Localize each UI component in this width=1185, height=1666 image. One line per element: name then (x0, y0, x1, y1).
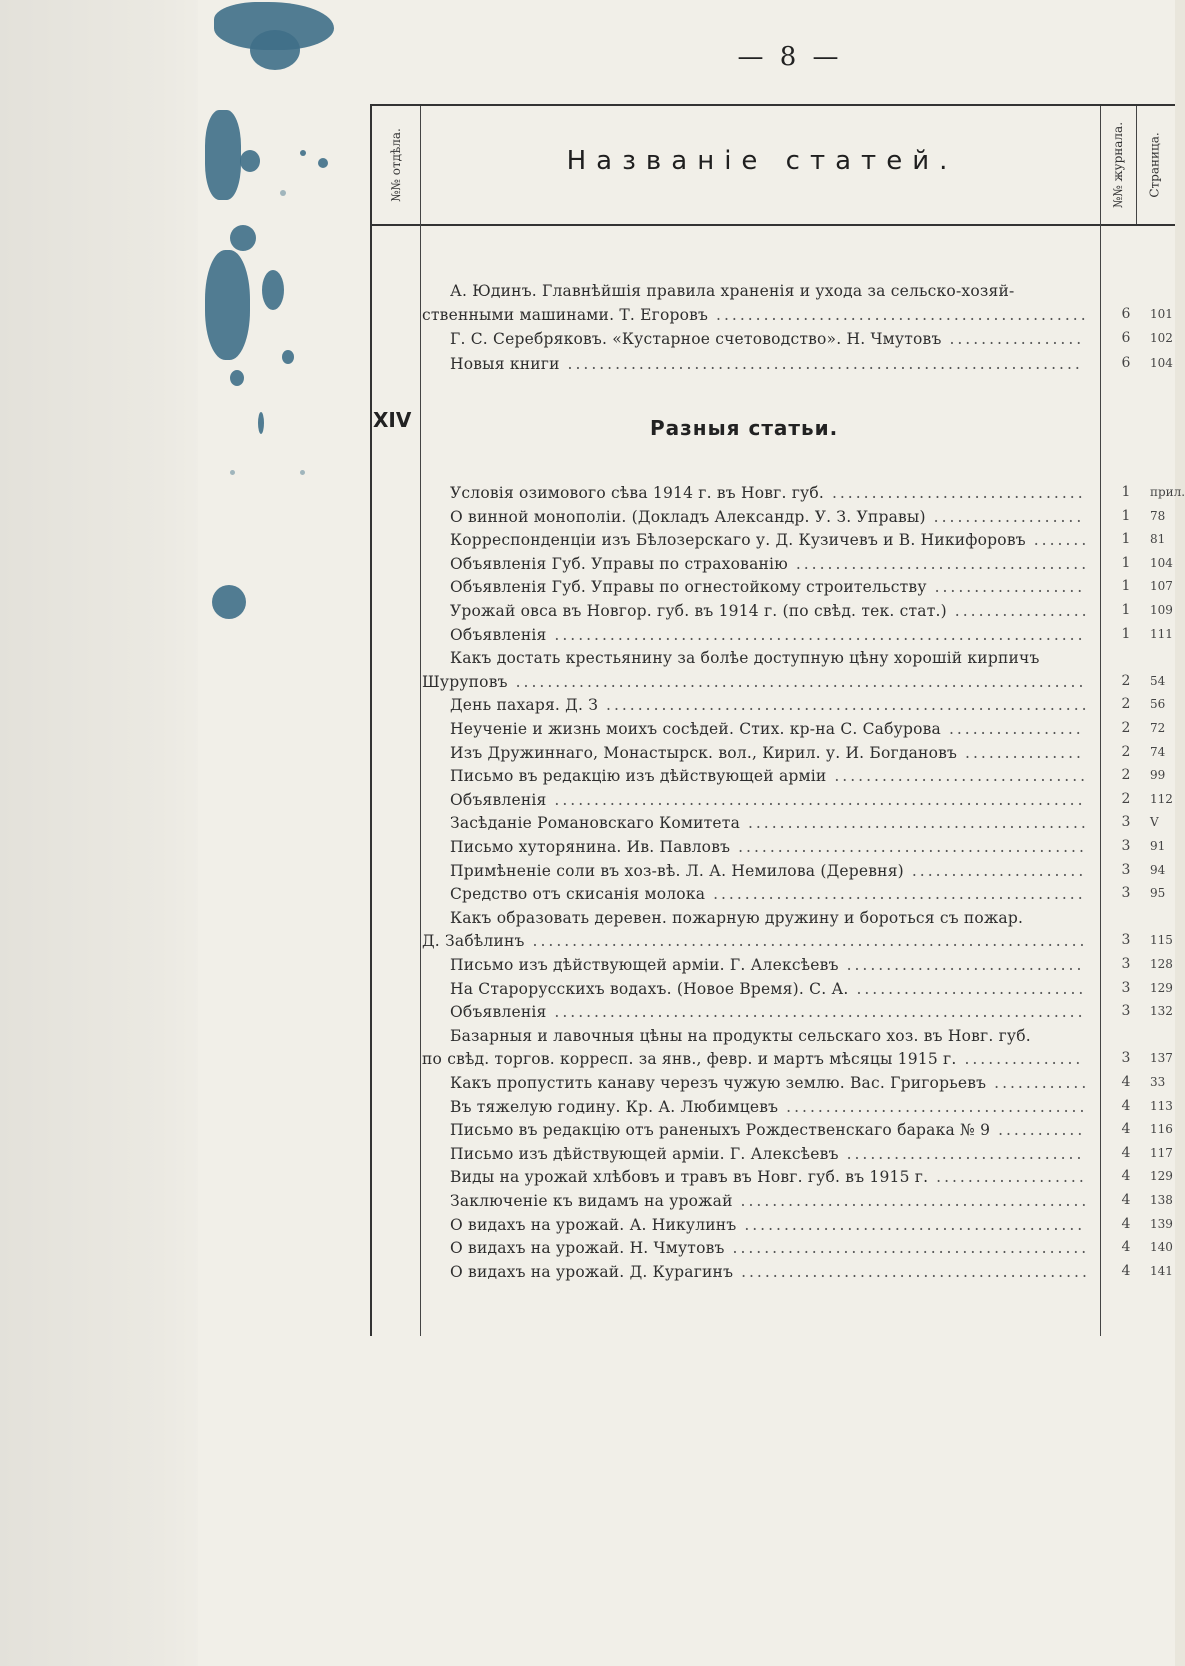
entry-page: 81 (1150, 532, 1166, 546)
section-number: XIV (373, 408, 412, 432)
section-title: Разныя статьи. (650, 416, 839, 440)
entry-title: Письмо въ редакцію отъ раненыхъ Рождественскаго барака № 9 (450, 1121, 991, 1139)
entry-title: Письмо изъ дѣйствующей арміи. Г. Алексѣевъ (450, 956, 839, 974)
toc-entry (450, 282, 1014, 300)
toc-entry (450, 1027, 1031, 1045)
entry-title: Объявленія Губ. Управы по страхованію (450, 555, 788, 573)
entry-title: Письмо изъ дѣйствующей арміи. Г. Алексѣевъ (450, 1145, 839, 1163)
entry-page: прил. (1150, 485, 1185, 499)
toc-entry (450, 355, 1083, 373)
dot-leader: ....... (1025, 531, 1090, 549)
entry-issue: 6 (1121, 330, 1131, 346)
toc-entry (450, 744, 1084, 762)
dot-leader: ........... (990, 1121, 1086, 1139)
entry-page: 140 (1150, 1240, 1173, 1254)
dot-leader: ...................................... (778, 1098, 1088, 1116)
entry-issue: 1 (1121, 578, 1131, 594)
entry-issue: 3 (1121, 1050, 1131, 1066)
entry-issue: 3 (1121, 1003, 1131, 1019)
entry-title: Урожай овса въ Новгор. губ. въ 1914 г. (по свѣд. тек. стат.) (450, 602, 947, 620)
dot-leader: .............................. (838, 1145, 1085, 1163)
entry-issue: 1 (1121, 508, 1131, 524)
entry-issue: 2 (1121, 767, 1131, 783)
dot-leader: ................. (946, 602, 1090, 620)
entry-issue: 4 (1121, 1239, 1131, 1255)
entry-title: Условія озимового сѣва 1914 г. въ Новг. губ. (450, 484, 825, 502)
toc-entry (450, 330, 1084, 348)
dot-leader: ................................................................. (559, 355, 1083, 373)
section-column-header: №№ отдѣла. (389, 128, 404, 202)
entry-page: 129 (1150, 981, 1173, 995)
dot-leader: ............................................................. (598, 696, 1090, 714)
entry-title: по свѣд. торгов. корресп. за янв., февр. и мартъ мѣсяцы 1915 г. (422, 1050, 957, 1068)
toc-entry (450, 1263, 1090, 1281)
dot-leader: ........................................... (740, 814, 1089, 832)
toc-entry (450, 885, 1086, 903)
entry-title: Какъ пропустить канаву черезъ чужую землю. Вас. Григорьевъ (450, 1074, 987, 1092)
entry-title: А. Юдинъ. Главнѣйшія правила храненія и ухода за сельско-хозяй- (450, 282, 1015, 300)
toc-entry (450, 1168, 1087, 1186)
entry-title: О винной монополіи. (Докладъ Александр. У. З. Управы) (450, 508, 926, 526)
entry-issue: 6 (1121, 355, 1131, 371)
table-header (372, 106, 1175, 226)
entry-issue: 4 (1121, 1216, 1131, 1232)
dot-leader: ............................................ (730, 838, 1087, 856)
entry-issue: 4 (1121, 1263, 1131, 1279)
entry-issue: 3 (1121, 838, 1131, 854)
entry-title: Засѣданіе Романовскаго Комитета (450, 814, 741, 832)
dot-leader: ........................................................................ (507, 673, 1087, 691)
entry-issue: 4 (1121, 1098, 1131, 1114)
dot-leader: ............................................. (724, 1239, 1090, 1257)
entry-issue: 2 (1121, 791, 1131, 807)
toc-entry (422, 673, 1086, 691)
entry-page: 107 (1150, 579, 1173, 593)
entry-page: 102 (1150, 331, 1173, 345)
entry-issue: 3 (1121, 885, 1131, 901)
entry-title: Въ тяжелую годину. Кр. А. Любимцевъ (450, 1098, 779, 1116)
entry-title: Шуруповъ (422, 673, 508, 691)
entry-issue: 3 (1121, 956, 1131, 972)
dot-leader: ................... (928, 1168, 1087, 1186)
dot-leader: ............................................ (733, 1263, 1090, 1281)
toc-entry (450, 649, 1040, 667)
entry-page: 111 (1150, 627, 1173, 641)
column-divider (1136, 106, 1137, 224)
entry-page: 138 (1150, 1193, 1173, 1207)
toc-entry (422, 1050, 1083, 1068)
entry-title: Объявленія Губ. Управы по огнестойкому строительству (450, 578, 927, 596)
toc-entry (450, 1145, 1084, 1163)
entry-issue: 4 (1121, 1168, 1131, 1184)
dot-leader: ............... (956, 1050, 1084, 1068)
toc-entry (450, 838, 1087, 856)
entry-page: 113 (1150, 1099, 1173, 1113)
scan-margin (0, 0, 200, 1666)
entry-page: 139 (1150, 1217, 1173, 1231)
issue-column-header: №№ журнала. (1111, 121, 1125, 209)
dot-leader: ................................................................... (546, 626, 1086, 644)
dot-leader: ................. (941, 330, 1085, 348)
entry-page: 112 (1150, 792, 1173, 806)
entry-title: Новыя книги (450, 355, 560, 373)
entry-title: Примѣненіе соли въ хоз-вѣ. Л. А. Немилова (Деревня) (450, 862, 904, 880)
dot-leader: ............................................... (708, 306, 1089, 324)
entry-title: Письмо хуторянина. Ив. Павловъ (450, 838, 731, 856)
toc-entry (450, 602, 1090, 620)
entry-page: 104 (1150, 556, 1173, 570)
toc-entry (450, 1239, 1089, 1257)
toc-entry (450, 862, 1086, 880)
entry-page: 33 (1150, 1075, 1166, 1089)
entry-page: 94 (1150, 863, 1166, 877)
entry-title: О видахъ на урожай. Н. Чмутовъ (450, 1239, 725, 1257)
entry-title: На Старорусскихъ водахъ. (Новое Время). С. А. (450, 980, 849, 998)
dot-leader: ...................................................................... (524, 932, 1088, 950)
entry-page: 104 (1150, 356, 1173, 370)
entry-page: 101 (1150, 307, 1173, 321)
entry-issue: 2 (1121, 673, 1131, 689)
entry-page: 109 (1150, 603, 1173, 617)
toc-entry (422, 932, 1087, 950)
dot-leader: ..................................... (787, 555, 1090, 573)
entry-title: О видахъ на урожай. Д. Курагинъ (450, 1263, 734, 1281)
toc-entry (450, 909, 1023, 927)
dot-leader: .............................. (838, 956, 1085, 974)
entry-title: Базарныя и лавочныя цѣны на продукты сельскаго хоз. въ Новг. губ. (450, 1027, 1031, 1045)
entry-issue: 2 (1121, 696, 1131, 712)
entry-title: Заключеніе къ видамъ на урожай (450, 1192, 733, 1210)
entry-page: 91 (1150, 839, 1166, 853)
entry-title: Объявленія (450, 791, 547, 809)
toc-entry (450, 555, 1089, 573)
toc-entry (450, 696, 1090, 714)
entry-issue: 4 (1121, 1145, 1131, 1161)
dot-leader: ............................................... (705, 885, 1086, 903)
dot-leader: ............................. (848, 980, 1087, 998)
toc-entry (450, 484, 1086, 502)
column-divider (420, 106, 421, 1336)
toc-entry (450, 767, 1088, 785)
entry-title: Объявленія (450, 626, 547, 644)
toc-entry (450, 531, 1089, 549)
entry-page: 78 (1150, 509, 1166, 523)
toc-entry (450, 720, 1084, 738)
toc-entry (422, 306, 1089, 324)
entry-issue: 3 (1121, 862, 1131, 878)
dot-leader: ............ (986, 1074, 1090, 1092)
entry-title: Корреспонденціи изъ Бѣлозерскаго у. Д. Кузичевъ и В. Никифоровъ (450, 531, 1026, 549)
entry-issue: 6 (1121, 306, 1131, 322)
dot-leader: ................... (925, 508, 1085, 526)
entry-issue: 3 (1121, 932, 1131, 948)
entry-title: Объявленія (450, 1003, 547, 1021)
toc-entry (450, 956, 1084, 974)
column-divider (1100, 106, 1101, 1336)
entry-title: Д. Забѣлинъ (422, 932, 525, 950)
dot-leader: ........................................... (736, 1216, 1086, 1234)
entry-issue: 4 (1121, 1121, 1131, 1137)
entry-title: Письмо въ редакцію изъ дѣйствующей арміи (450, 767, 827, 785)
dot-leader: ................................................................... (546, 791, 1086, 809)
entry-title: Какъ образовать деревен. пожарную дружину и бороться съ пожар. (450, 909, 1024, 927)
dot-leader: ................................................................... (546, 1003, 1086, 1021)
entry-page: 99 (1150, 768, 1166, 782)
entry-issue: 1 (1121, 555, 1131, 571)
dot-leader: ................................ (824, 484, 1086, 502)
entry-title: ственными машинами. Т. Егоровъ (422, 306, 709, 324)
entry-title: День пахаря. Д. З (450, 696, 599, 714)
entry-page: 141 (1150, 1264, 1173, 1278)
toc-entry (450, 791, 1086, 809)
entry-page: 129 (1150, 1169, 1173, 1183)
entry-issue: 2 (1121, 744, 1131, 760)
entry-page: 128 (1150, 957, 1173, 971)
entry-page: 132 (1150, 1004, 1173, 1018)
toc-entry (450, 814, 1089, 832)
entry-title: О видахъ на урожай. А. Никулинъ (450, 1216, 737, 1234)
toc-entry (450, 626, 1086, 644)
entry-page: V (1150, 815, 1159, 829)
entry-issue: 1 (1121, 602, 1131, 618)
entry-title: Какъ достать крестьянину за болѣе доступную цѣну хорошій кирпичъ (450, 649, 1040, 667)
entry-page: 116 (1150, 1122, 1173, 1136)
toc-entry (450, 1098, 1087, 1116)
toc-entry (450, 578, 1085, 596)
entry-page: 54 (1150, 674, 1166, 688)
toc-entry (450, 1216, 1085, 1234)
dot-leader: ...................... (903, 862, 1087, 880)
page-column-header: Страница. (1148, 132, 1162, 198)
entry-title: Неученіе и жизнь моихъ сосѣдей. Стих. кр-на С. Сабурова (450, 720, 942, 738)
dot-leader: ................................ (826, 767, 1089, 785)
entry-page: 56 (1150, 697, 1166, 711)
entry-title: Виды на урожай хлѣбовъ и травъ въ Новг. губ. въ 1915 г. (450, 1168, 929, 1186)
entry-title: Г. С. Серебряковъ. «Кустарное счетоводство». Н. Чмутовъ (450, 330, 942, 348)
entry-title: Средство отъ скисанія молока (450, 885, 706, 903)
entry-title: Изъ Дружиннаго, Монастырск. вол., Кирил. у. И. Богдановъ (450, 744, 958, 762)
dot-leader: ............... (957, 744, 1084, 762)
entry-issue: 4 (1121, 1074, 1131, 1090)
entry-page: 137 (1150, 1051, 1173, 1065)
entry-page: 95 (1150, 886, 1166, 900)
entry-page: 117 (1150, 1146, 1173, 1160)
entry-issue: 1 (1121, 626, 1131, 642)
toc-entry (450, 980, 1086, 998)
entry-issue: 4 (1121, 1192, 1131, 1208)
entry-page: 74 (1150, 745, 1166, 759)
toc-entry (450, 1003, 1086, 1021)
toc-entry (450, 508, 1084, 526)
page-number: — 8 — (737, 42, 843, 72)
entry-issue: 3 (1121, 980, 1131, 996)
dot-leader: ................... (926, 578, 1086, 596)
page-title: Названіе статей. (566, 146, 958, 176)
entry-issue: 2 (1121, 720, 1131, 736)
entry-issue: 1 (1121, 484, 1131, 500)
dot-leader: ............................................ (732, 1192, 1090, 1210)
dot-leader: ................. (941, 720, 1084, 738)
toc-entry (450, 1074, 1089, 1092)
toc-entry (450, 1121, 1085, 1139)
entry-issue: 1 (1121, 531, 1131, 547)
entry-page: 72 (1150, 721, 1166, 735)
entry-page: 115 (1150, 933, 1173, 947)
entry-issue: 3 (1121, 814, 1131, 830)
toc-entry (450, 1192, 1089, 1210)
